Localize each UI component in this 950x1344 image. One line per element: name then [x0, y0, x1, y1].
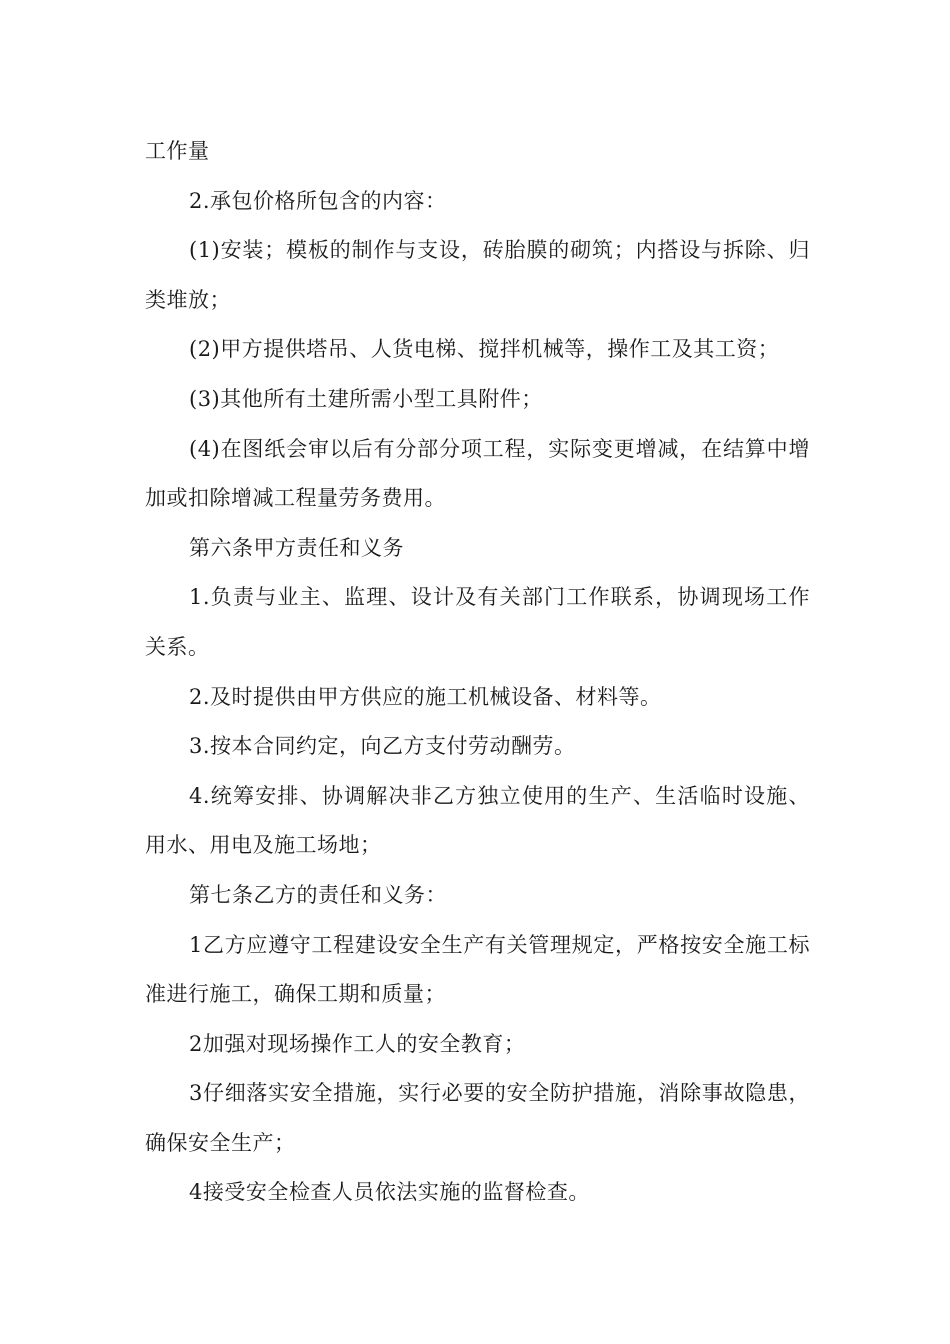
paragraph-item-4: (4)在图纸会审以后有分部分项工程，实际变更增减，在结算中增加或扣除增减工程量劳务费用。: [145, 436, 810, 511]
paragraph-item-2: (2)甲方提供塔吊、人货电梯、搅拌机械等，操作工及其工资；: [189, 337, 780, 362]
section-heading-article-7: 第七条乙方的责任和义务：: [189, 882, 447, 907]
document-body: [145, 127, 810, 1218]
paragraph-work-volume: 工作量: [145, 139, 210, 163]
paragraph-party-b-duty-1: 1乙方应遵守工程建设安全生产有关管理规定，严格按安全施工标准进行施工，确保工期和质量；: [145, 932, 810, 1007]
paragraph-item-3: (3)其他所有土建所需小型工具附件；: [189, 386, 543, 411]
paragraph-party-b-duty-4: 4接受安全检查人员依法实施的监督检查。: [189, 1180, 590, 1205]
paragraph-item-1: (1)安装；模板的制作与支设，砖胎膜的砌筑；内搭设与拆除、归类堆放；: [145, 238, 810, 312]
paragraph-party-a-duty-3: 3.按本合同约定，向乙方支付劳动酬劳。: [189, 734, 576, 759]
paragraph-contract-price-heading: 2.承包价格所包含的内容：: [189, 188, 447, 213]
paragraph-party-a-duty-2: 2.及时提供由甲方供应的施工机械设备、材料等。: [189, 684, 662, 709]
paragraph-party-a-duty-4: 4.统筹安排、协调解决非乙方独立使用的生产、生活临时设施、用水、用电及施工场地；: [145, 783, 810, 858]
paragraph-party-b-duty-2: 2加强对现场操作工人的安全教育；: [189, 1031, 526, 1056]
section-heading-article-6: 第六条甲方责任和义务: [189, 535, 404, 560]
paragraph-party-b-duty-3: 3仔细落实安全措施，实行必要的安全防护措施，消除事故隐患，确保安全生产；: [145, 1081, 810, 1155]
paragraph-party-a-duty-1: 1.负责与业主、监理、设计及有关部门工作联系，协调现场工作关系。: [145, 585, 810, 659]
